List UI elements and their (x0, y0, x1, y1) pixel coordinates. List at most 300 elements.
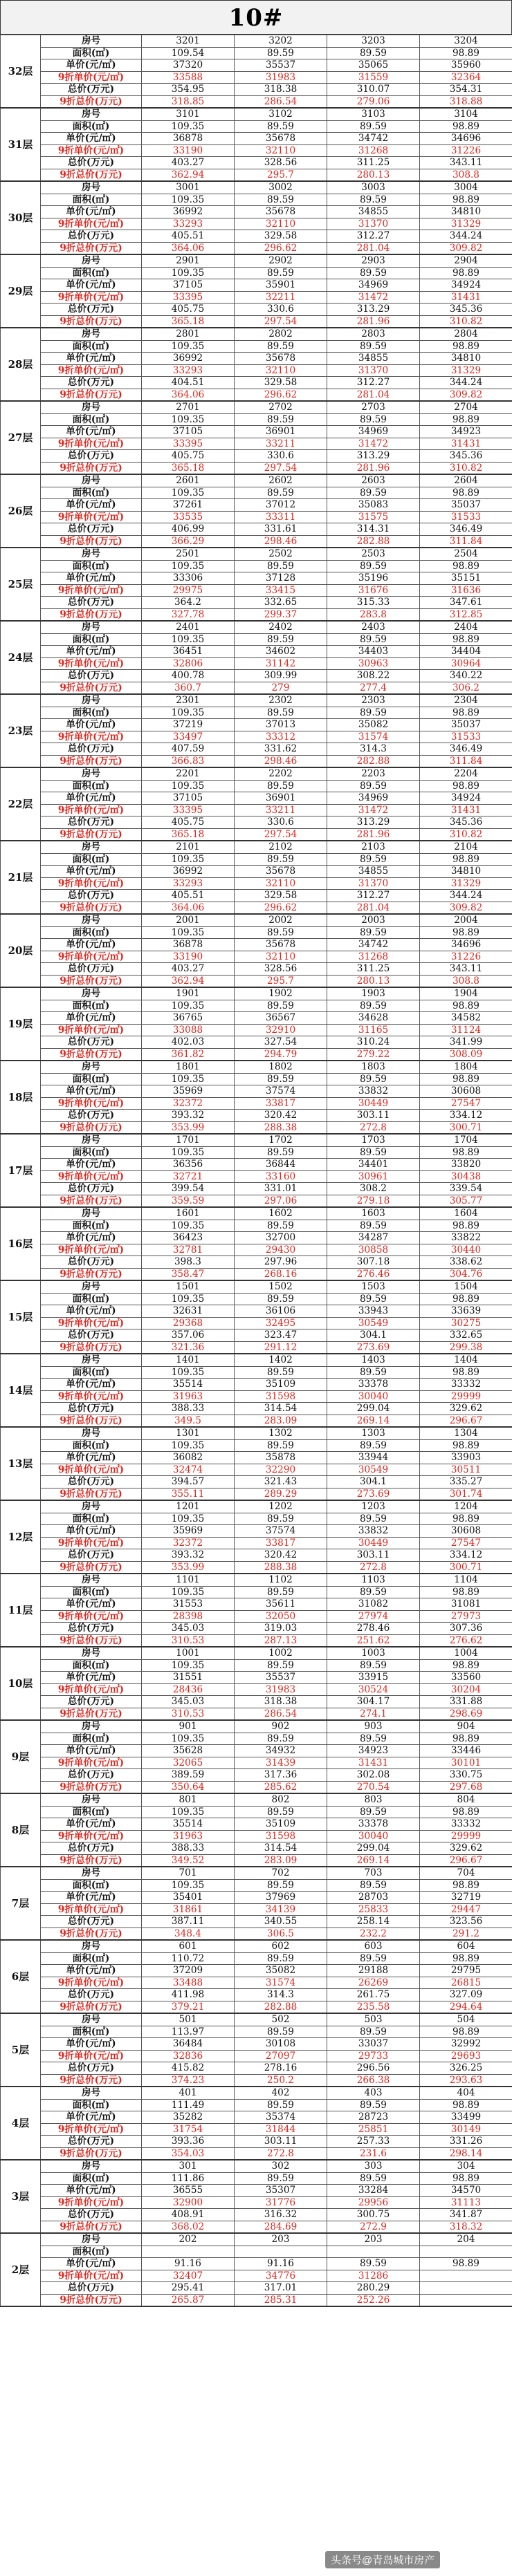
unit-cell: 903 (327, 1720, 420, 1733)
unit-cell: 33211 (235, 438, 327, 450)
unit-cell: 3202 (235, 35, 327, 48)
unit-cell: 1901 (142, 987, 235, 1000)
table-row (1, 1159, 512, 1171)
unit-cell: 89.59 (327, 1952, 420, 1965)
unit-cell: 31983 (235, 71, 327, 84)
unit-cell: 37105 (142, 279, 235, 292)
row-label: 总价(万元) (41, 1476, 142, 1488)
row-label: 9折单价(元/㎡) (41, 291, 142, 304)
unit-cell: 33395 (142, 804, 235, 816)
row-label: 9折总价(万元) (41, 389, 142, 401)
row-label: 总价(万元) (41, 963, 142, 976)
table-row (1, 2147, 512, 2160)
row-label: 面积(㎡) (41, 560, 142, 572)
unit-cell: 89.59 (327, 780, 420, 792)
table-row (1, 1561, 512, 1574)
row-label: 9折总价(万元) (41, 1268, 142, 1280)
unit-cell: 33311 (235, 511, 327, 523)
table-row (1, 1842, 512, 1855)
table-row (1, 1439, 512, 1452)
unit-cell: 331.88 (420, 1696, 512, 1708)
row-label: 面积(㎡) (41, 1220, 142, 1232)
unit-cell: 313.29 (327, 304, 420, 316)
table-row (1, 755, 512, 767)
unit-cell: 2701 (142, 401, 235, 413)
table-row (1, 413, 512, 426)
row-label: 总价(万元) (41, 1549, 142, 1562)
unit-cell: 29956 (327, 2196, 420, 2209)
unit-cell: 366.83 (142, 755, 235, 767)
unit-cell: 309.82 (420, 389, 512, 401)
table-row (1, 353, 512, 365)
unit-cell: 33293 (142, 364, 235, 377)
unit-cell: 33535 (142, 511, 235, 523)
unit-cell: 1203 (327, 1500, 420, 1513)
unit-cell: 280.29 (327, 2282, 420, 2295)
table-row (1, 1769, 512, 1782)
unit-cell: 320.42 (235, 1110, 327, 1122)
unit-cell: 348.4 (142, 1928, 235, 1940)
unit-cell: 98.89 (420, 1000, 512, 1012)
row-label: 面积(㎡) (41, 1659, 142, 1672)
unit-cell: 110.72 (142, 1952, 235, 1965)
unit-cell: 30858 (327, 1244, 420, 1256)
unit-cell: 113.97 (142, 2026, 235, 2038)
row-label: 9折单价(元/㎡) (41, 1977, 142, 1989)
unit-cell: 301.74 (420, 1488, 512, 1500)
unit-cell: 344.24 (420, 230, 512, 243)
row-label: 单价(元/㎡) (41, 1012, 142, 1025)
unit-cell: 2103 (327, 841, 420, 853)
unit-cell: 89.59 (327, 1000, 420, 1012)
unit-cell: 31963 (142, 1390, 235, 1403)
unit-cell: 32900 (142, 2196, 235, 2209)
table-row (1, 1500, 512, 1513)
table-row (1, 1379, 512, 1391)
row-label: 9折单价(元/㎡) (41, 804, 142, 816)
unit-cell: 364.06 (142, 389, 235, 401)
row-label: 面积(㎡) (41, 633, 142, 646)
unit-cell: 802 (235, 1793, 327, 1806)
unit-cell: 326.25 (420, 2062, 512, 2075)
unit-cell: 308.8 (420, 169, 512, 181)
unit-cell: 341.99 (420, 1036, 512, 1049)
unit-cell: 89.59 (327, 194, 420, 206)
unit-cell: 35083 (327, 499, 420, 512)
table-row (1, 35, 512, 48)
unit-cell: 302.08 (327, 1769, 420, 1782)
unit-cell: 89.59 (235, 926, 327, 939)
row-label: 总价(万元) (41, 1916, 142, 1928)
unit-cell: 298.46 (235, 535, 327, 548)
unit-cell: 34401 (327, 1159, 420, 1171)
unit-cell: 297.54 (235, 462, 327, 474)
unit-cell: 32719 (420, 1892, 512, 1904)
row-label: 房号 (41, 35, 142, 48)
unit-cell: 2804 (420, 328, 512, 340)
row-label: 总价(万元) (41, 377, 142, 389)
unit-cell: 109.35 (142, 1733, 235, 1745)
table-row (1, 474, 512, 487)
unit-cell: 365.18 (142, 828, 235, 841)
unit-cell: 30964 (420, 657, 512, 670)
unit-cell: 30101 (420, 1757, 512, 1769)
row-label: 单价(元/㎡) (41, 133, 142, 145)
row-label: 9折单价(元/㎡) (41, 1244, 142, 1256)
unit-cell: 32836 (142, 2050, 235, 2062)
unit-cell: 33820 (420, 1159, 512, 1171)
table-row (1, 95, 512, 108)
table-row (1, 1989, 512, 2001)
unit-cell: 314.54 (235, 1403, 327, 1415)
row-label: 9折总价(万元) (41, 1195, 142, 1207)
unit-cell: 33822 (420, 1232, 512, 1244)
unit-cell: 89.59 (327, 853, 420, 866)
unit-cell: 2102 (235, 841, 327, 853)
unit-cell: 89.59 (235, 1146, 327, 1159)
table-row (1, 1708, 512, 1720)
unit-cell: 1801 (142, 1061, 235, 1073)
unit-cell: 293.63 (420, 2074, 512, 2087)
row-label: 9折总价(万元) (41, 169, 142, 181)
unit-cell: 31165 (327, 1024, 420, 1036)
table-row (1, 169, 512, 181)
floor-label: 29层 (1, 254, 41, 328)
unit-cell: 405.75 (142, 304, 235, 316)
row-label: 总价(万元) (41, 1110, 142, 1122)
unit-cell: 1504 (420, 1280, 512, 1293)
unit-cell: 2401 (142, 621, 235, 633)
unit-cell: 2801 (142, 328, 235, 340)
unit-cell: 109.35 (142, 853, 235, 866)
unit-cell: 291.12 (235, 1341, 327, 1354)
unit-cell: 98.89 (420, 194, 512, 206)
unit-cell: 297.54 (235, 828, 327, 841)
table-row (1, 2026, 512, 2038)
floor-label: 23层 (1, 694, 41, 767)
row-label: 总价(万元) (41, 597, 142, 609)
unit-cell: 89.59 (327, 2099, 420, 2111)
unit-cell: 2003 (327, 914, 420, 926)
table-row (1, 1170, 512, 1183)
unit-cell: 360.7 (142, 682, 235, 694)
unit-cell: 109.35 (142, 194, 235, 206)
table-row (1, 1415, 512, 1427)
unit-cell: 288.38 (235, 1561, 327, 1574)
row-label: 面积(㎡) (41, 2026, 142, 2038)
unit-cell: 35628 (142, 1745, 235, 1757)
unit-cell: 310.53 (142, 1634, 235, 1647)
unit-cell: 281.96 (327, 315, 420, 328)
unit-cell: 313.29 (327, 816, 420, 829)
unit-cell: 331.62 (235, 743, 327, 756)
table-row (1, 499, 512, 512)
unit-cell: 404 (420, 2087, 512, 2099)
unit-cell: 35678 (235, 206, 327, 218)
unit-cell: 1603 (327, 1207, 420, 1220)
unit-cell: 89.59 (327, 1220, 420, 1232)
watermark-label: 头条号@青岛城市房产 (325, 2551, 440, 2568)
unit-cell: 299.04 (327, 1842, 420, 1855)
table-row (1, 1892, 512, 1904)
unit-cell: 901 (142, 1720, 235, 1733)
unit-cell: 89.59 (235, 2026, 327, 2038)
table-row (1, 218, 512, 230)
table-row (1, 780, 512, 792)
unit-cell: 31844 (235, 2123, 327, 2136)
unit-cell: 295.7 (235, 169, 327, 181)
table-row (1, 963, 512, 976)
unit-cell: 314.31 (327, 523, 420, 536)
unit-cell: 35969 (142, 1085, 235, 1098)
table-row (1, 2123, 512, 2136)
unit-cell: 37012 (235, 499, 327, 512)
unit-cell: 30040 (327, 1390, 420, 1403)
unit-cell: 299.38 (420, 1341, 512, 1354)
table-row (1, 1488, 512, 1500)
table-row (1, 59, 512, 72)
unit-cell: 388.33 (142, 1842, 235, 1855)
unit-cell: 291.2 (420, 1928, 512, 1940)
unit-cell: 32372 (142, 1537, 235, 1549)
row-label: 面积(㎡) (41, 926, 142, 939)
unit-cell: 35901 (235, 279, 327, 292)
unit-cell: 296.67 (420, 1415, 512, 1427)
unit-cell: 32110 (235, 364, 327, 377)
table-row (1, 2294, 512, 2306)
row-label: 9折总价(万元) (41, 2074, 142, 2087)
table-row (1, 1757, 512, 1769)
row-label: 房号 (41, 1867, 142, 1879)
table-row (1, 535, 512, 548)
unit-cell: 303.11 (235, 2136, 327, 2148)
unit-cell: 98.89 (420, 780, 512, 792)
unit-cell: 296.62 (235, 902, 327, 914)
unit-cell: 1001 (142, 1647, 235, 1659)
unit-cell: 305.77 (420, 1195, 512, 1207)
table-row (1, 2270, 512, 2282)
table-row (1, 1195, 512, 1207)
row-label: 9折单价(元/㎡) (41, 364, 142, 377)
unit-cell: 37128 (235, 572, 327, 585)
unit-cell: 1804 (420, 1061, 512, 1073)
unit-cell: 98.89 (420, 1439, 512, 1452)
unit-cell: 279.18 (327, 1195, 420, 1207)
unit-cell: 2002 (235, 914, 327, 926)
unit-cell: 31598 (235, 1390, 327, 1403)
row-label: 单价(元/㎡) (41, 1379, 142, 1391)
row-label: 单价(元/㎡) (41, 1232, 142, 1244)
row-label: 单价(元/㎡) (41, 426, 142, 438)
unit-cell: 276.46 (327, 1268, 420, 1280)
unit-cell: 273.69 (327, 1341, 420, 1354)
table-row (1, 291, 512, 304)
unit-cell (420, 2282, 512, 2295)
unit-cell: 35514 (142, 1379, 235, 1391)
unit-cell: 1003 (327, 1647, 420, 1659)
unit-cell: 89.59 (235, 47, 327, 59)
row-label: 总价(万元) (41, 304, 142, 316)
row-label: 9折总价(万元) (41, 535, 142, 548)
unit-cell: 1202 (235, 1500, 327, 1513)
unit-cell: 1904 (420, 987, 512, 1000)
table-row (1, 560, 512, 572)
unit-cell: 393.32 (142, 1549, 235, 1562)
table-row (1, 144, 512, 157)
unit-cell: 30608 (420, 1085, 512, 1098)
unit-cell: 35401 (142, 1892, 235, 1904)
floor-label: 28层 (1, 328, 41, 401)
unit-cell: 235.58 (327, 2001, 420, 2013)
unit-cell: 3101 (142, 108, 235, 120)
unit-cell: 2902 (235, 254, 327, 267)
unit-cell: 281.96 (327, 828, 420, 841)
unit-cell: 1403 (327, 1354, 420, 1366)
row-label: 9折单价(元/㎡) (41, 1610, 142, 1623)
unit-cell: 31553 (142, 1598, 235, 1611)
unit-cell: 323.47 (235, 1329, 327, 1342)
table-row (1, 1586, 512, 1598)
unit-cell: 274.1 (327, 1708, 420, 1720)
unit-cell: 251.62 (327, 1634, 420, 1647)
unit-cell: 37969 (235, 1892, 327, 1904)
row-label: 9折总价(万元) (41, 1928, 142, 1940)
row-label: 单价(元/㎡) (41, 792, 142, 805)
row-label: 总价(万元) (41, 1623, 142, 1635)
unit-cell: 89.59 (235, 120, 327, 133)
unit-cell: 308.22 (327, 670, 420, 682)
row-label: 单价(元/㎡) (41, 646, 142, 658)
row-label: 9折总价(万元) (41, 2001, 142, 2013)
unit-cell: 280.13 (327, 169, 420, 181)
unit-cell: 32474 (142, 1464, 235, 1476)
unit-cell: 98.89 (420, 2172, 512, 2185)
unit-cell: 32110 (235, 218, 327, 230)
unit-cell: 33332 (420, 1379, 512, 1391)
unit-cell: 89.59 (235, 1073, 327, 1085)
table-row (1, 914, 512, 926)
row-label: 单价(元/㎡) (41, 2258, 142, 2270)
table-row (1, 1549, 512, 1562)
row-label: 总价(万元) (41, 1696, 142, 1708)
table-row (1, 841, 512, 853)
unit-cell: 276.62 (420, 1634, 512, 1647)
unit-cell: 31124 (420, 1024, 512, 1036)
unit-cell: 89.59 (235, 1733, 327, 1745)
row-label: 房号 (41, 987, 142, 1000)
unit-cell: 89.59 (235, 2172, 327, 2185)
table-row (1, 1574, 512, 1586)
unit-cell: 32806 (142, 657, 235, 670)
unit-cell: 36992 (142, 353, 235, 365)
table-row (1, 890, 512, 902)
row-label: 9折单价(元/㎡) (41, 1317, 142, 1329)
row-label: 9折单价(元/㎡) (41, 1683, 142, 1696)
unit-cell: 89.59 (235, 194, 327, 206)
unit-cell: 3204 (420, 35, 512, 48)
table-row (1, 304, 512, 316)
unit-cell: 35678 (235, 866, 327, 878)
unit-cell: 33944 (327, 1452, 420, 1464)
unit-cell: 365.18 (142, 315, 235, 328)
unit-cell: 89.59 (327, 1073, 420, 1085)
unit-cell: 318.88 (420, 95, 512, 108)
unit-cell: 27547 (420, 1537, 512, 1549)
unit-cell: 89.59 (235, 1586, 327, 1598)
unit-cell: 109.35 (142, 1586, 235, 1598)
unit-cell: 89.59 (327, 340, 420, 353)
table-row (1, 1623, 512, 1635)
unit-cell: 89.59 (327, 1879, 420, 1892)
unit-cell: 2404 (420, 621, 512, 633)
unit-cell: 31776 (235, 2196, 327, 2209)
unit-cell: 31081 (420, 1598, 512, 1611)
row-label: 总价(万元) (41, 1329, 142, 1342)
unit-cell: 89.59 (327, 633, 420, 646)
unit-cell: 35969 (142, 1525, 235, 1538)
unit-cell: 34855 (327, 353, 420, 365)
row-label: 9折总价(万元) (41, 902, 142, 914)
row-label: 9折总价(万元) (41, 242, 142, 254)
unit-cell: 36901 (235, 792, 327, 805)
row-label: 9折总价(万元) (41, 1781, 142, 1793)
table-row (1, 267, 512, 279)
unit-cell: 312.27 (327, 377, 420, 389)
unit-cell: 294.64 (420, 2001, 512, 2013)
row-label: 9折单价(元/㎡) (41, 511, 142, 523)
unit-cell (420, 2294, 512, 2306)
unit-cell: 304 (420, 2160, 512, 2172)
unit-cell: 320.42 (235, 1549, 327, 1562)
unit-cell: 37574 (235, 1525, 327, 1538)
unit-cell: 308.8 (420, 975, 512, 987)
row-label: 房号 (41, 621, 142, 633)
unit-cell: 330.75 (420, 1769, 512, 1782)
table-row (1, 1647, 512, 1659)
unit-cell: 278.16 (235, 2062, 327, 2075)
row-label: 单价(元/㎡) (41, 866, 142, 878)
unit-cell: 89.59 (327, 1806, 420, 1818)
row-label: 面积(㎡) (41, 1293, 142, 1305)
unit-cell: 98.89 (420, 1659, 512, 1672)
table-row (1, 1867, 512, 1879)
unit-cell: 379.21 (142, 2001, 235, 2013)
unit-cell: 36555 (142, 2185, 235, 2197)
unit-cell: 1004 (420, 1647, 512, 1659)
unit-cell: 350.64 (142, 1781, 235, 1793)
row-label: 面积(㎡) (41, 340, 142, 353)
unit-cell: 29188 (327, 1965, 420, 1977)
table-row (1, 633, 512, 646)
table-row (1, 975, 512, 987)
unit-cell: 31329 (420, 877, 512, 890)
row-label: 房号 (41, 1940, 142, 1952)
row-label: 单价(元/㎡) (41, 2111, 142, 2124)
unit-cell: 340.55 (235, 1916, 327, 1928)
unit-cell: 387.11 (142, 1916, 235, 1928)
row-label: 总价(万元) (41, 1989, 142, 2001)
unit-cell: 343.11 (420, 963, 512, 976)
unit-cell: 98.89 (420, 47, 512, 59)
unit-cell: 98.89 (420, 707, 512, 719)
unit-cell: 803 (327, 1793, 420, 1806)
table-row (1, 254, 512, 267)
unit-cell: 345.36 (420, 450, 512, 463)
unit-cell: 98.89 (420, 267, 512, 279)
unit-cell: 98.89 (420, 1366, 512, 1379)
unit-cell: 2403 (327, 621, 420, 633)
unit-cell: 30549 (327, 1464, 420, 1476)
